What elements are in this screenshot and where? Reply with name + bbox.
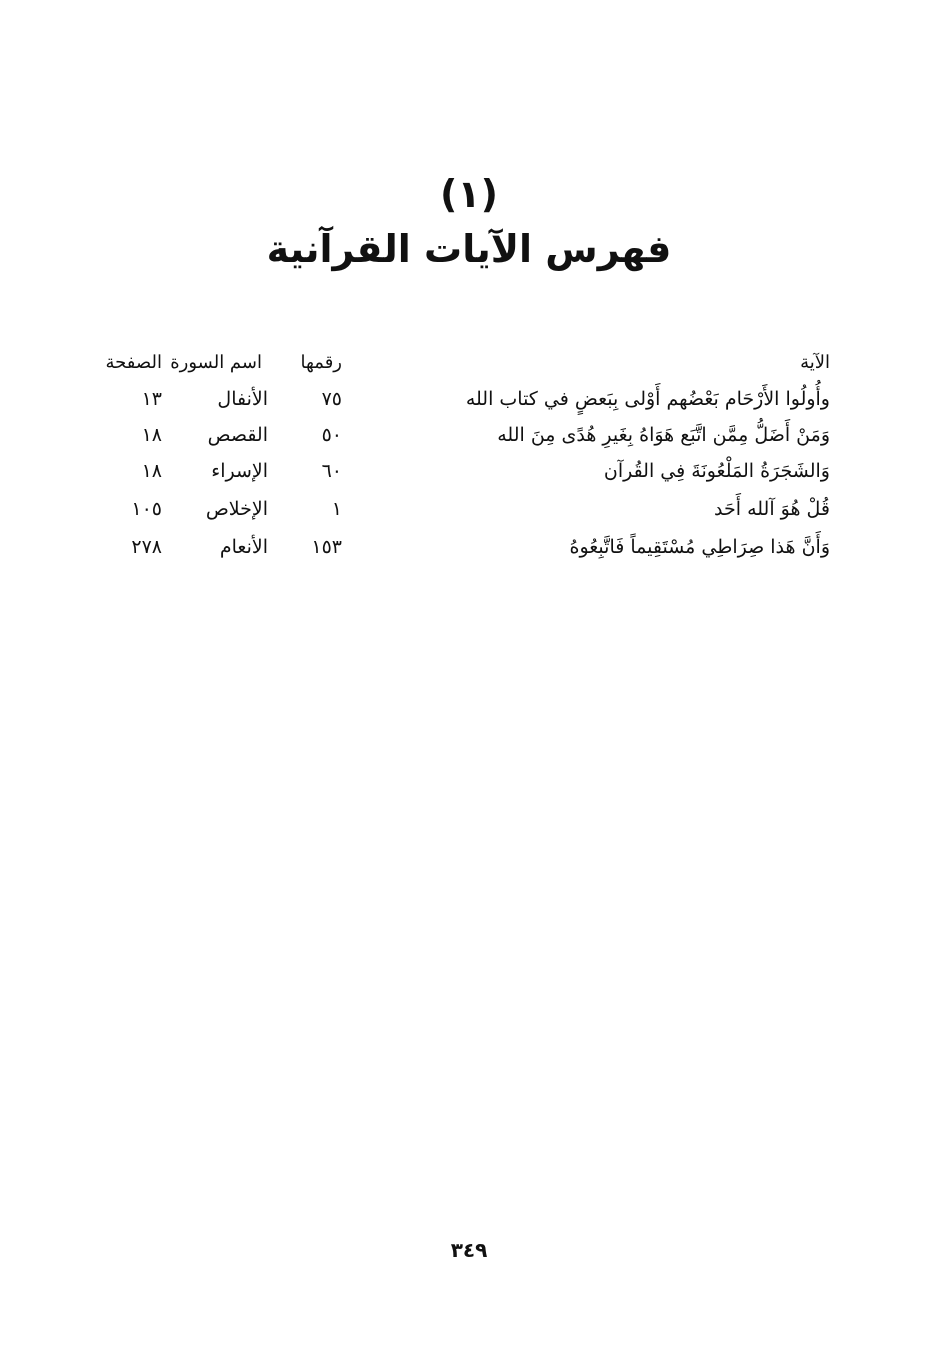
- verse-number: ٥٠: [321, 424, 342, 446]
- verse-index-table: [90, 346, 830, 576]
- verse-text: وَمَنْ أَضَلُّ مِمَّن اتَّبَع هَوَاهُ بِغَيرِ هُدًى مِنَ الله: [497, 424, 830, 446]
- verse-text: وَالشَجَرَةُ المَلْعُونَةَ فِي القُرآن: [603, 460, 830, 482]
- table-row: [90, 454, 830, 488]
- verse-text: قُلْ هُوَ آلله أَحَد: [714, 498, 830, 520]
- verse-number: ١٥٣: [311, 536, 342, 558]
- table-header-row: [90, 346, 830, 380]
- verse-number: ١: [331, 498, 342, 520]
- verse-text: وَأَنَّ هَذا صِرَاطِي مُسْتَقِيماً فَاتَّبِعُوهُ: [569, 536, 830, 558]
- table-row: [90, 418, 830, 452]
- page-ref: ٢٧٨: [131, 536, 162, 558]
- table-row: [90, 382, 830, 416]
- surah-name: القصص: [207, 424, 268, 446]
- surah-name: الإخلاص: [205, 498, 268, 520]
- section-number: (١): [440, 172, 498, 216]
- header-verse: الآية: [800, 352, 830, 373]
- surah-name: الأنعام: [219, 536, 268, 558]
- page-title: فهرس الآيات القرآنية: [266, 227, 672, 271]
- table-row: [90, 492, 830, 526]
- page-ref: ١٣: [141, 388, 162, 410]
- page-ref: ١٨: [141, 424, 162, 446]
- verse-number: ٦٠: [321, 460, 342, 482]
- verse-number: ٧٥: [321, 388, 342, 410]
- page-number: ٣٤٩: [450, 1238, 488, 1262]
- header-page: الصفحة: [105, 352, 162, 373]
- header-surah: اسم السورة: [170, 352, 262, 373]
- page-ref: ١٠٥: [131, 498, 162, 520]
- verse-text: وأُولُوا الأَرْحَام بَعْضُهم أَوْلى بِبَعضٍ في كتاب الله: [465, 388, 830, 410]
- surah-name: الإسراء: [211, 460, 268, 482]
- table-row: [90, 530, 830, 564]
- surah-name: الأنفال: [217, 388, 268, 410]
- page-ref: ١٨: [141, 460, 162, 482]
- header-number: رقمها: [300, 352, 342, 373]
